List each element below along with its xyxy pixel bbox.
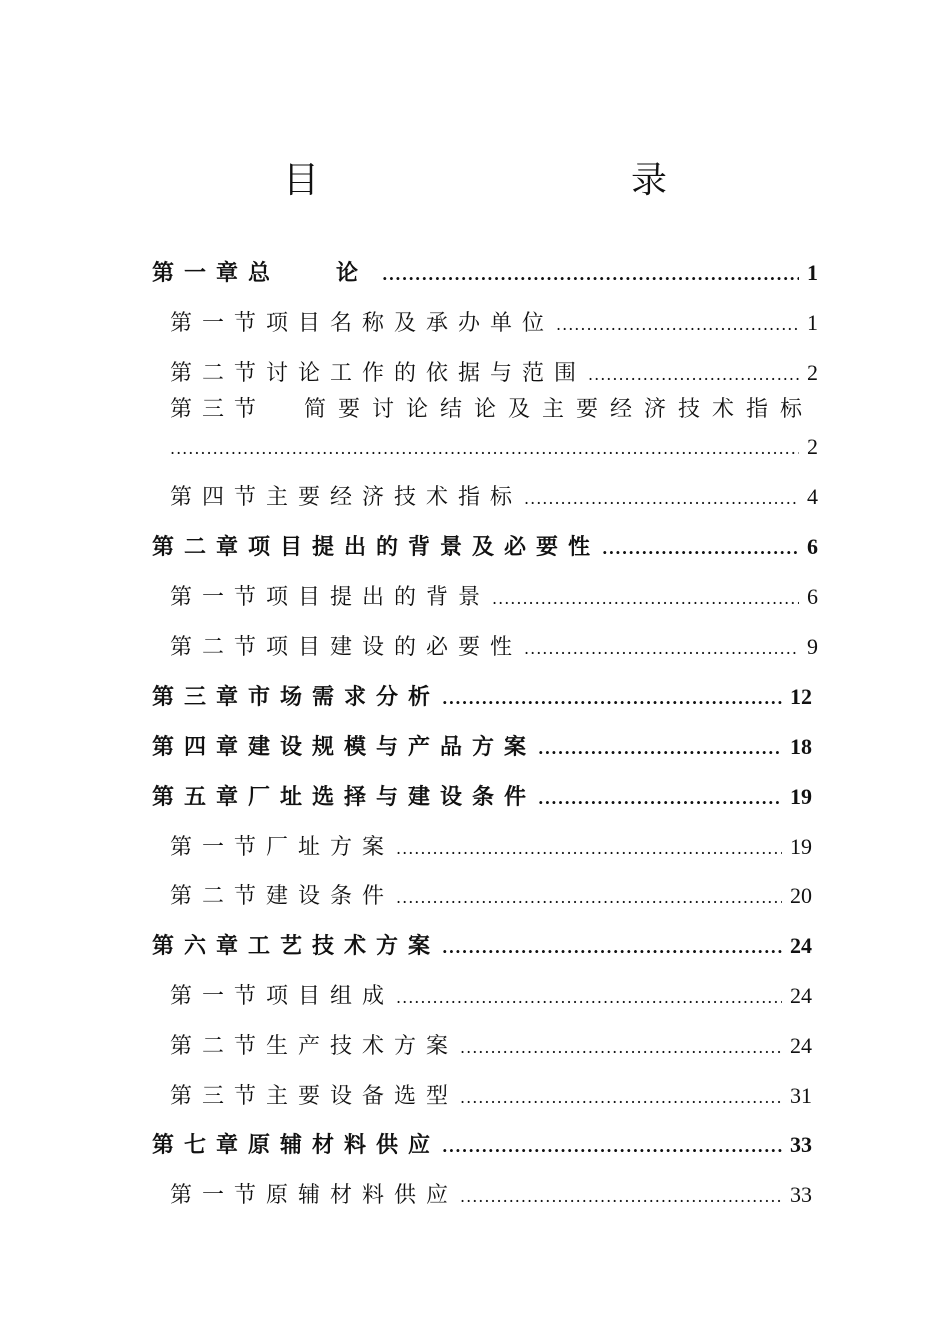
toc-section-continuation[interactable]	[170, 427, 818, 467]
toc-page-number: 9	[807, 634, 818, 659]
toc-title: 目 录	[282, 160, 747, 201]
toc-number: 第三章	[152, 684, 249, 710]
toc-number: 第二节	[170, 635, 267, 660]
toc-chapter-6[interactable]	[152, 926, 812, 966]
toc-title-text: 主要设备选型	[266, 1084, 459, 1109]
toc-title-text: 建设规模与产品方案	[248, 734, 537, 760]
toc-title-text: 项目名称及承办单位	[266, 311, 555, 336]
toc-number: 第四章	[152, 734, 249, 760]
toc-chapter-4[interactable]	[152, 727, 812, 767]
toc-title-text: 项目组成	[266, 984, 395, 1009]
toc-number: 第一章	[152, 260, 249, 286]
toc-chapter-1[interactable]	[152, 253, 818, 293]
toc-number: 第五章	[152, 784, 249, 810]
toc-page-number: 24	[790, 933, 812, 958]
toc-chapter-2[interactable]	[152, 527, 818, 567]
toc-title-text: 讨论工作的依据与范围	[266, 361, 587, 386]
toc-page-number: 4	[807, 484, 818, 509]
toc-title-text: 市场需求分析	[248, 684, 441, 710]
dot-leader	[524, 629, 799, 669]
toc-number: 第一节	[170, 1183, 267, 1208]
toc-number: 第三节	[170, 1084, 267, 1109]
toc-section[interactable]	[170, 627, 818, 667]
toc-title-text: 工艺技术方案	[248, 933, 441, 959]
toc-page-number: 18	[790, 734, 812, 759]
toc-page-number: 2	[807, 360, 818, 385]
toc-title-text: 项目提出的背景及必要性	[248, 534, 601, 560]
toc-section[interactable]	[170, 577, 818, 617]
dot-leader	[538, 779, 782, 819]
dot-leader	[556, 305, 799, 345]
toc-section[interactable]	[170, 353, 818, 393]
dot-leader	[442, 1127, 782, 1167]
toc-section[interactable]	[170, 1026, 812, 1066]
toc-title-text: 厂址选择与建设条件	[248, 784, 537, 810]
toc-page-number: 20	[790, 883, 812, 908]
toc-chapter-7[interactable]	[152, 1125, 812, 1165]
dot-leader	[460, 1177, 782, 1217]
dot-leader	[538, 729, 782, 769]
toc-page-number: 19	[790, 784, 812, 809]
dot-leader	[442, 679, 782, 719]
toc-title-text: 原辅材料供应	[248, 1132, 441, 1158]
toc-number: 第一节	[170, 984, 267, 1009]
toc-number: 第一节	[170, 585, 267, 610]
dot-leader	[382, 255, 799, 295]
dot-leader	[396, 878, 782, 918]
toc-number: 第二节	[170, 361, 267, 386]
toc-title-text: 项目提出的背景	[266, 585, 491, 610]
toc-title-text: 生产技术方案	[266, 1034, 459, 1059]
toc-page-number: 24	[790, 1033, 812, 1058]
toc-page-number: 24	[790, 983, 812, 1008]
dot-leader	[170, 429, 799, 469]
toc-title-text: 简要讨论结论及主要经济技术指标	[304, 397, 815, 422]
toc-page-number: 6	[807, 534, 818, 559]
toc-section[interactable]	[170, 876, 812, 916]
dot-leader	[460, 1078, 782, 1118]
toc-page-number: 33	[790, 1132, 812, 1157]
toc-section[interactable]	[170, 1175, 812, 1215]
dot-leader	[442, 928, 782, 968]
dot-leader	[588, 355, 799, 395]
toc-page-number: 1	[807, 310, 818, 335]
toc-section[interactable]	[170, 976, 812, 1016]
toc-number: 第四节	[170, 485, 267, 510]
toc-section[interactable]	[170, 827, 812, 867]
toc-number: 第二节	[170, 884, 267, 909]
toc-number: 第三节	[170, 397, 267, 422]
toc-number: 第六章	[152, 933, 249, 959]
dot-leader	[396, 829, 782, 869]
toc-number: 第二章	[152, 534, 249, 560]
toc-chapter-3[interactable]	[152, 677, 812, 717]
toc-section[interactable]	[170, 390, 818, 430]
dot-leader	[492, 579, 799, 619]
toc-page-number: 6	[807, 584, 818, 609]
toc-title-text: 厂址方案	[266, 835, 395, 860]
toc-section[interactable]	[170, 1076, 812, 1116]
toc-title-text: 项目建设的必要性	[266, 635, 523, 660]
dot-leader	[602, 529, 799, 569]
toc-title-text: 建设条件	[266, 884, 395, 909]
toc-title-text: 原辅材料供应	[266, 1183, 459, 1208]
toc-page-number: 2	[807, 434, 818, 459]
toc-page-number: 1	[807, 260, 818, 285]
toc-number: 第七章	[152, 1132, 249, 1158]
toc-page-number: 33	[790, 1182, 812, 1207]
toc-page-number: 31	[790, 1083, 812, 1108]
toc-title-text: 总 论	[248, 260, 381, 286]
toc-number: 第一节	[170, 835, 267, 860]
toc-section[interactable]	[170, 477, 818, 517]
toc-page-number: 19	[790, 834, 812, 859]
toc-number: 第一节	[170, 311, 267, 336]
toc-number: 第二节	[170, 1034, 267, 1059]
dot-leader	[396, 978, 782, 1018]
toc-title-text: 主要经济技术指标	[266, 485, 523, 510]
toc-section[interactable]	[170, 303, 818, 343]
dot-leader	[460, 1028, 782, 1068]
toc-page-number: 12	[790, 684, 812, 709]
dot-leader	[524, 479, 799, 519]
toc-chapter-5[interactable]	[152, 777, 812, 817]
